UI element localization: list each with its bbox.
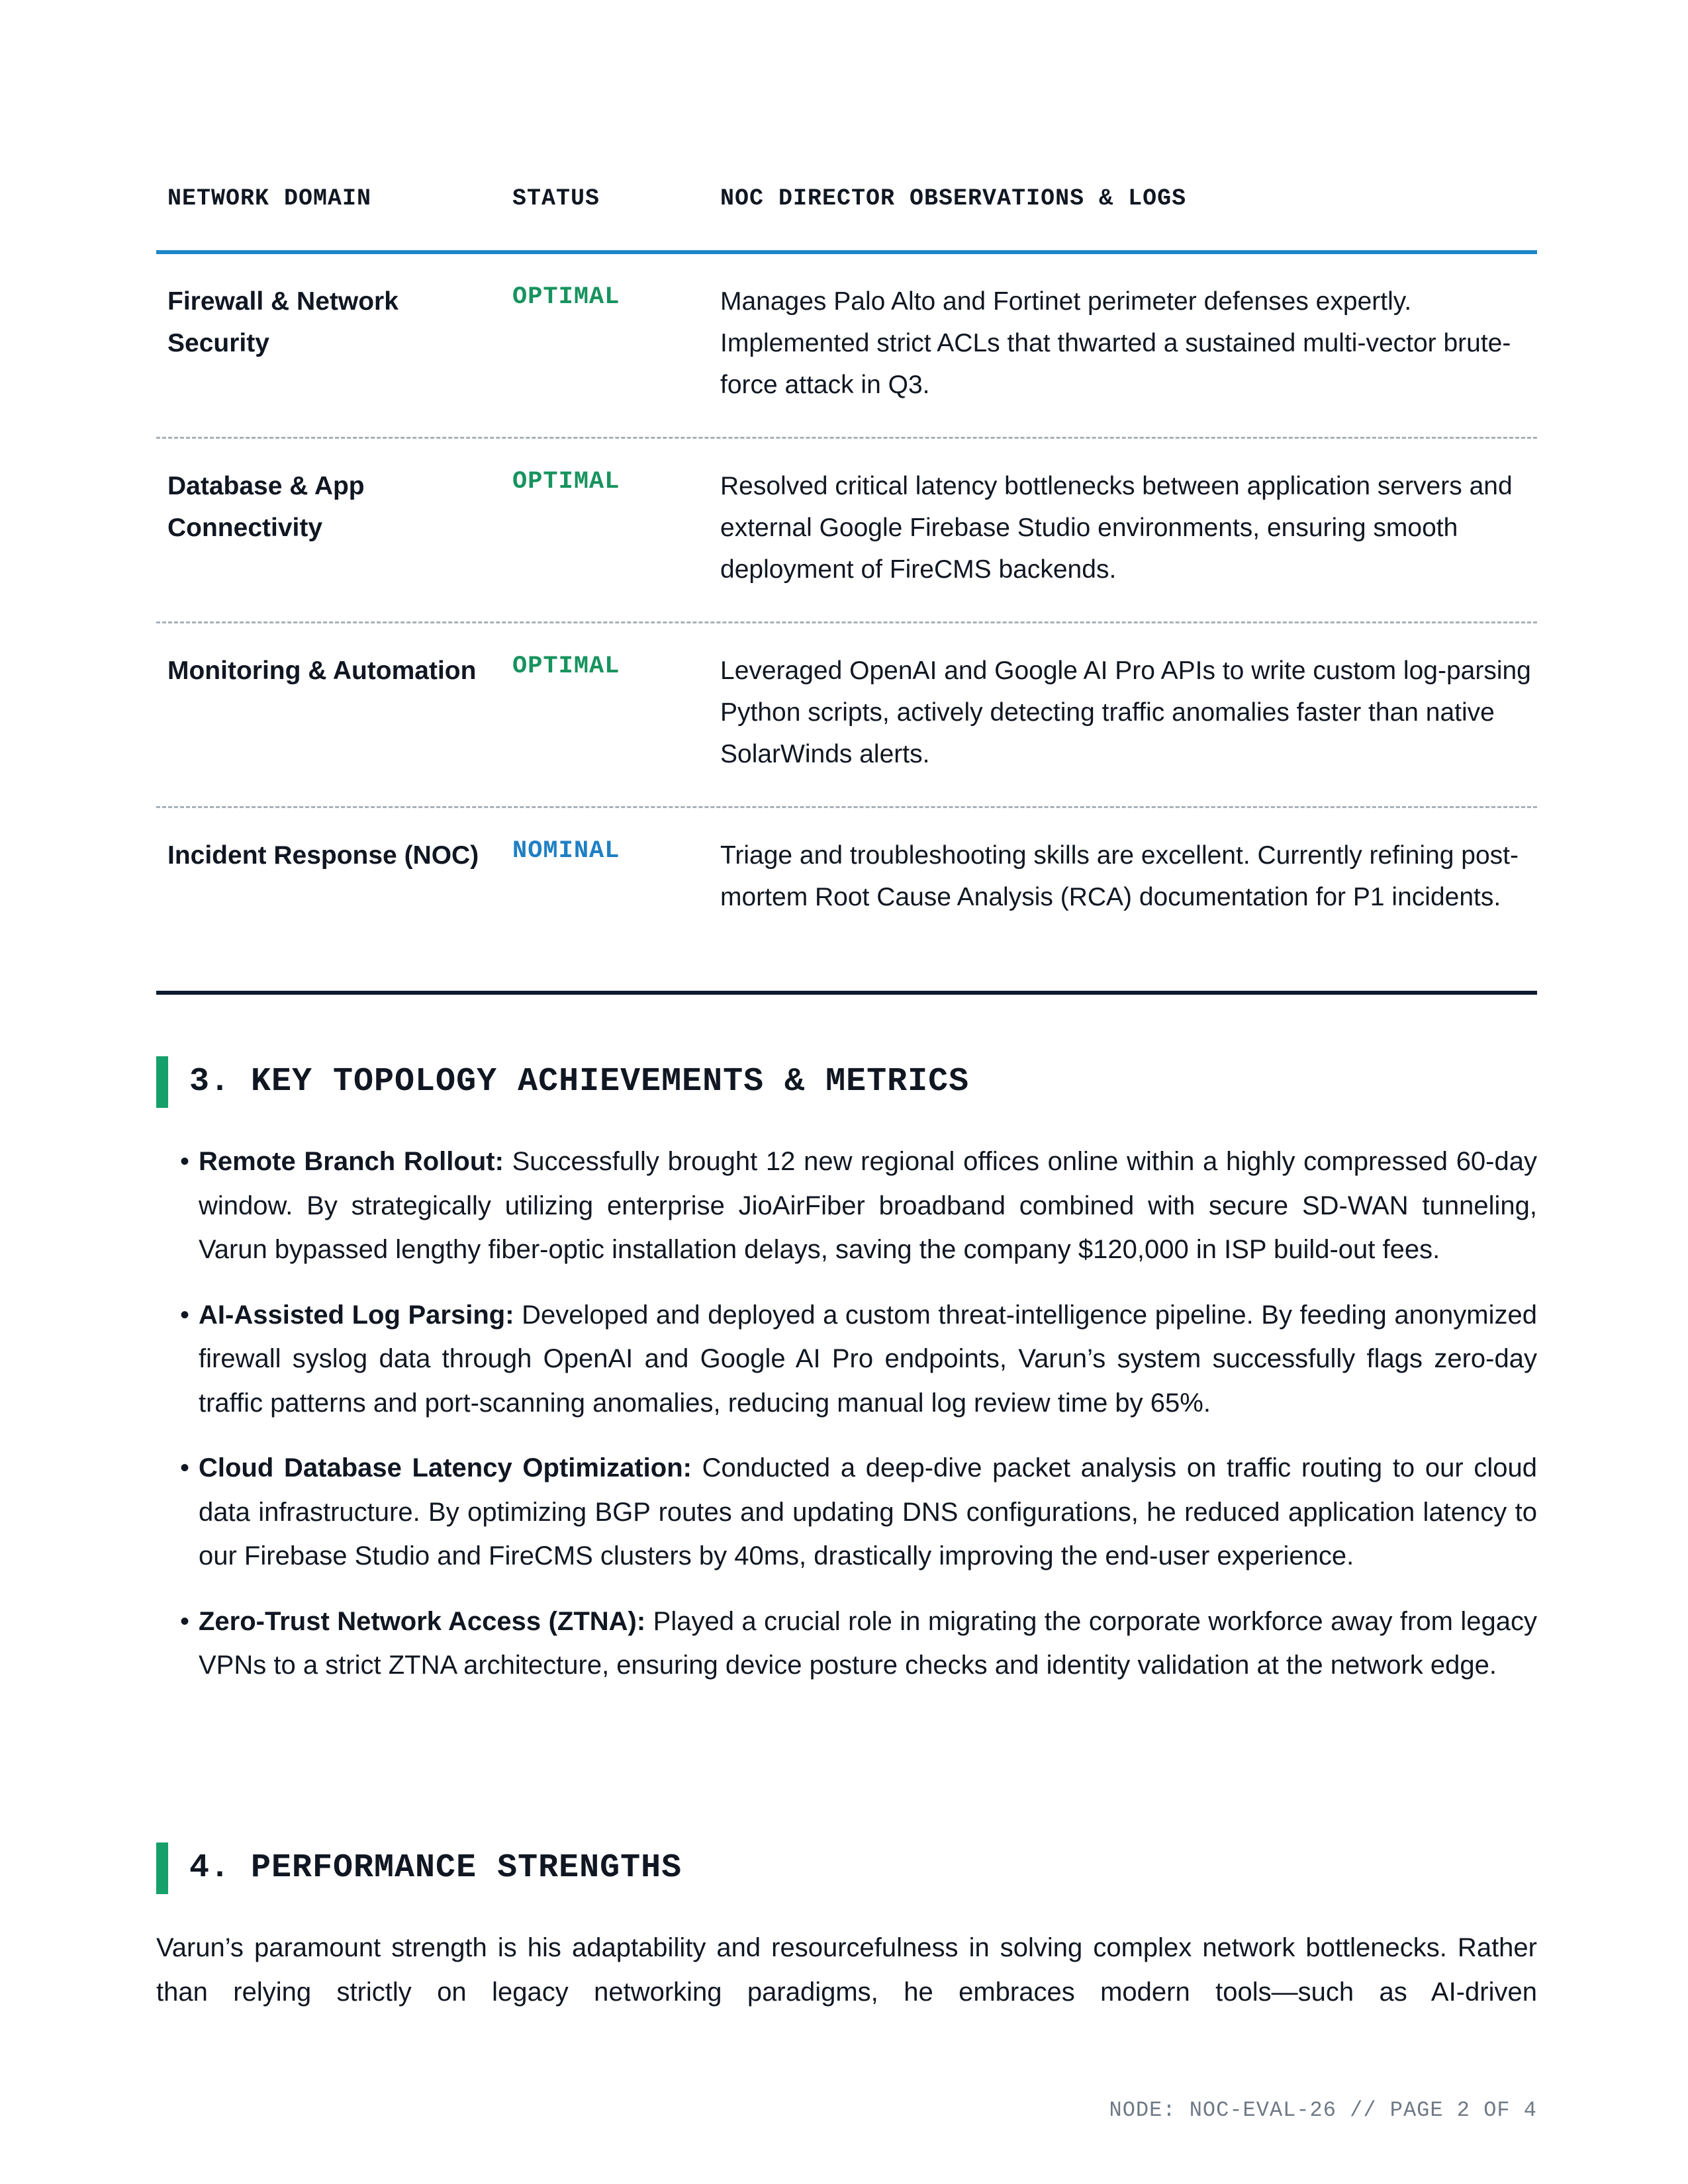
observation-cell: Triage and troubleshooting skills are excellent. Currently refining post-mortem Root Cause Analysis (RCA) documentation for P1 incidents.: [720, 841, 1519, 911]
domain-cell: Incident Response (NOC): [167, 841, 479, 870]
item-text: Conducted a deep-dive packet analysis on traffic routing to our cloud data infrastructure. By optimizing BGP routes and updating DNS configurations, he reduced application latency to our Firebase Studio and FireCMS clusters by 40ms, drastically improving the end-user experience.: [199, 1453, 1537, 1570]
item-text: Developed and deployed a custom threat-intelligence pipeline. By feeding anonymized firewall syslog data through OpenAI and Google AI Pro endpoints, Varun’s system successfully flags zero-day traffic patterns and port-scanning anomalies, reducing manual log review time by 65%.: [199, 1300, 1538, 1418]
domain-cell: Monitoring & Automation: [167, 657, 477, 685]
observation-cell: Leveraged OpenAI and Google AI Pro APIs to write custom log-parsing Python scripts, actively detecting traffic anomalies faster than native SolarWinds alerts.: [720, 657, 1531, 768]
item-title: AI-Assisted Log Parsing:: [199, 1300, 514, 1330]
section-accent-bar: [156, 1843, 168, 1894]
table-row: [156, 808, 1537, 995]
bullet-icon: •: [180, 1300, 190, 1330]
section-title: 4. PERFORMANCE STRENGTHS: [189, 1849, 682, 1887]
strengths-heading: [156, 1843, 1537, 1894]
item-title: Remote Branch Rollout:: [199, 1147, 504, 1176]
status-badge: OPTIMAL: [512, 653, 620, 680]
strengths-paragraph: Varun’s paramount strength is his adaptability and resourcefulness in solving complex network bottlenecks. Rather than relying strictly on legacy networking paradigms, he embraces modern tools—such as AI-driven: [156, 1933, 1537, 2007]
observation-cell: Manages Palo Alto and Fortinet perimeter defenses expertly. Implemented strict ACLs that thwarted a sustained multi-vector brute-force attack in Q3.: [720, 287, 1511, 399]
status-badge: OPTIMAL: [512, 283, 620, 311]
header-status: STATUS: [512, 185, 600, 212]
list-item: [156, 1600, 1537, 1688]
status-badge: OPTIMAL: [512, 468, 620, 496]
item-title: Zero-Trust Network Access (ZTNA):: [199, 1606, 646, 1636]
bullet-icon: •: [180, 1453, 190, 1482]
achievements-heading: [156, 1056, 1537, 1108]
header-observations: NOC DIRECTOR OBSERVATIONS & LOGS: [720, 185, 1187, 212]
network-domain-table: [156, 172, 1537, 995]
achievements-list: [156, 1140, 1537, 1709]
table-row: [156, 254, 1537, 439]
bullet-icon: •: [180, 1147, 190, 1176]
item-text: Played a crucial role in migrating the corporate workforce away from legacy VPNs to a strict ZTNA architecture, ensuring device posture checks and identity validation at the network edge.: [199, 1606, 1537, 1680]
observation-cell: Resolved critical latency bottlenecks between application servers and external Google Firebase Studio environments, ensuring smooth deployment of FireCMS backends.: [720, 472, 1513, 584]
bullet-icon: •: [180, 1606, 190, 1636]
section-title: 3. KEY TOPOLOGY ACHIEVEMENTS & METRICS: [189, 1063, 970, 1101]
list-item: [156, 1293, 1537, 1426]
table-header: [156, 172, 1537, 254]
section-accent-bar: [156, 1056, 168, 1108]
item-title: Cloud Database Latency Optimization:: [199, 1453, 692, 1482]
list-item: [156, 1446, 1537, 1578]
domain-cell: Database & App Connectivity: [167, 472, 365, 542]
item-text: Successfully brought 12 new regional offices online within a highly compressed 60-day window. By strategically utilizing enterprise JioAirFiber broadband combined with secure SD-WAN tunneling, Varun bypassed lengthy fiber-optic installation delays, saving the company $120,000 in ISP build-out fees.: [199, 1147, 1537, 1264]
list-item: [156, 1140, 1537, 1272]
table-row: [156, 439, 1537, 623]
table-row: [156, 623, 1537, 808]
domain-cell: Firewall & Network Security: [167, 287, 399, 357]
status-badge: NOMINAL: [512, 837, 620, 865]
header-network-domain: NETWORK DOMAIN: [167, 185, 372, 212]
page-footer: NODE: NOC-EVAL-26 // PAGE 2 OF 4: [1109, 2098, 1537, 2122]
